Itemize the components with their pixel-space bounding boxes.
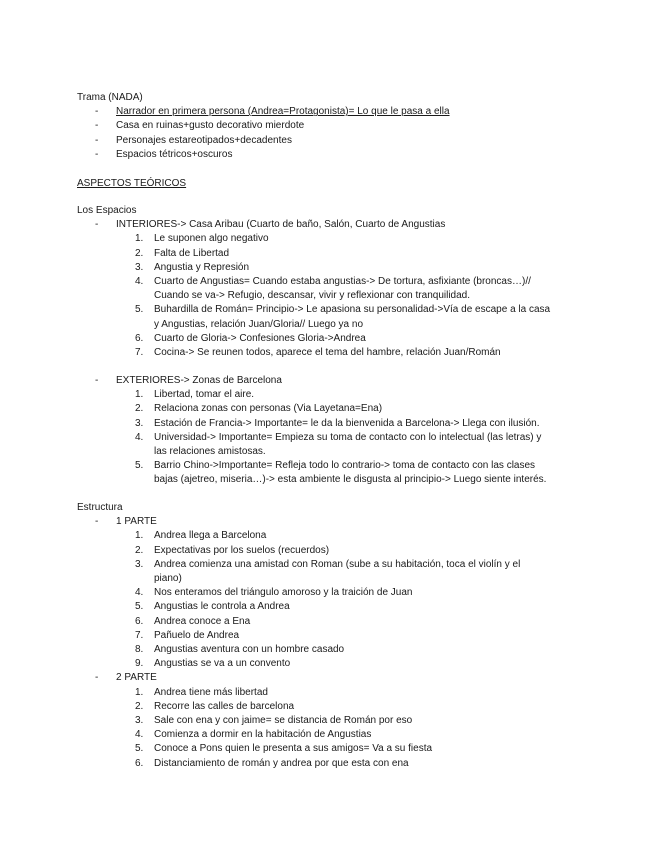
section-heading-aspectos: ASPECTOS TEÓRICOS (77, 178, 187, 189)
list-number: 1. (135, 686, 144, 698)
list-number: 6. (135, 332, 144, 344)
sub-heading-interiores: INTERIORES-> Casa Aribau (Cuarto de baño, Salón, Cuarto de Angustias (116, 219, 446, 231)
list-item: Angustias le controla a Andrea (154, 601, 290, 613)
list-number: 4. (135, 729, 144, 741)
list-item: Cocina-> Se reunen todos, aparece el tema del hambre, relación Juan/Román (154, 347, 501, 358)
bullet-marker: - (95, 148, 99, 160)
bullet-marker: - (95, 106, 99, 118)
list-number: 2. (135, 544, 144, 556)
list-item: Le suponen algo negativo (154, 233, 269, 245)
list-number: 5. (135, 601, 144, 613)
list-number: 5. (135, 304, 144, 316)
list-number: 1. (135, 233, 144, 245)
list-number: 1. (135, 530, 144, 542)
list-number: 7. (135, 347, 144, 358)
list-item: Sale con ena y con jaime= se distancia de Román por eso (154, 715, 413, 726)
list-item: Relaciona zonas con personas (Via Layetana=Ena) (154, 403, 383, 415)
list-number: 9. (135, 658, 144, 670)
list-number: 2. (135, 700, 144, 712)
list-number: 4. (135, 276, 144, 287)
list-item: Estación de Francia-> Importante= le da la bienvenida a Barcelona-> Llega con ilusión. (154, 417, 540, 429)
list-item: Andrea llega a Barcelona (154, 530, 267, 542)
list-item: Cuando se va-> Refugio, descansar, vivir y reflexionar con tranquilidad. (154, 290, 471, 302)
bullet-marker: - (95, 120, 99, 132)
list-number: 3. (135, 417, 144, 429)
list-number: 6. (135, 757, 144, 769)
list-number: 4. (135, 587, 144, 599)
list-item: Expectativas por los suelos (recuerdos) (154, 544, 330, 556)
bullet-item: Narrador en primera persona (Andrea=Protagonista)= Lo que le pasa a ella (116, 106, 450, 118)
list-number: 3. (135, 261, 144, 273)
list-item: Libertad, tomar el aire. (154, 389, 255, 401)
list-item: Barrio Chino->Importante= Refleja todo lo contrario-> toma de contacto con las clases (154, 460, 536, 472)
list-number: 7. (135, 629, 144, 641)
list-number: 5. (135, 743, 144, 755)
list-number: 4. (135, 431, 144, 443)
list-item: Angustias se va a un convento (154, 658, 291, 670)
list-number: 6. (135, 615, 144, 627)
list-item: Andrea conoce a Ena (154, 615, 251, 627)
list-item: Cuarto de Angustias= Cuando estaba angustias-> De tortura, asfixiante (broncas…)// (154, 276, 531, 287)
list-item: piano) (154, 573, 182, 584)
list-number: 2. (135, 403, 144, 415)
bullet-item: Casa en ruinas+gusto decorativo mierdote (116, 120, 305, 132)
bullet-item: Espacios tétricos+oscuros (116, 148, 233, 160)
list-number: 2. (135, 247, 144, 259)
section-heading-trama: Trama (NADA) (77, 92, 143, 103)
list-item: Nos enteramos del triángulo amoroso y la traición de Juan (154, 587, 413, 599)
list-number: 3. (135, 715, 144, 726)
bullet-marker: - (95, 672, 99, 684)
bullet-marker: - (95, 375, 99, 386)
list-item: bajas (ajetreo, miseria…)-> esta ambiente le disgusta al principio-> Luego siente interés. (154, 474, 547, 486)
list-item: Comienza a dormir en la habitación de Angustias (154, 729, 372, 741)
section-heading-estructura: Estructura (77, 502, 123, 513)
bullet-marker: - (95, 516, 99, 528)
list-item: Angustia y Represión (154, 261, 250, 273)
list-item: las relaciones amistosas. (154, 446, 266, 457)
list-item: Pañuelo de Andrea (154, 629, 240, 641)
list-item: Andrea comienza una amistad con Roman (sube a su habitación, toca el violín y el (154, 558, 521, 570)
list-item: Recorre las calles de barcelona (154, 700, 295, 712)
list-item: Conoce a Pons quien le presenta a sus amigos= Va a su fiesta (154, 743, 433, 755)
list-item: Angustias aventura con un hombre casado (154, 644, 345, 655)
list-number: 8. (135, 644, 144, 655)
sub-heading-parte2: 2 PARTE (116, 672, 157, 684)
bullet-item: Personajes estareotipados+decadentes (116, 134, 292, 146)
bullet-marker: - (95, 134, 99, 146)
sub-heading-exteriores: EXTERIORES-> Zonas de Barcelona (116, 375, 282, 386)
list-item: y Angustias, relación Juan/Gloria// Luego ya no (154, 318, 364, 330)
list-number: 1. (135, 389, 144, 401)
section-heading-espacios: Los Espacios (77, 205, 137, 216)
list-item: Cuarto de Gloria-> Confesiones Gloria->Andrea (154, 332, 366, 344)
list-item: Distanciamiento de román y andrea por que esta con ena (154, 757, 409, 769)
list-item: Buhardilla de Román= Principio-> Le apasiona su personalidad->Vía de escape a la casa (154, 304, 551, 316)
list-number: 3. (135, 558, 144, 570)
sub-heading-parte1: 1 PARTE (116, 516, 157, 528)
list-item: Universidad-> Importante= Empieza su toma de contacto con lo intelectual (las letras) y (154, 431, 542, 443)
list-number: 5. (135, 460, 144, 472)
bullet-marker: - (95, 219, 99, 231)
list-item: Falta de Libertad (154, 247, 230, 259)
list-item: Andrea tiene más libertad (154, 686, 268, 698)
